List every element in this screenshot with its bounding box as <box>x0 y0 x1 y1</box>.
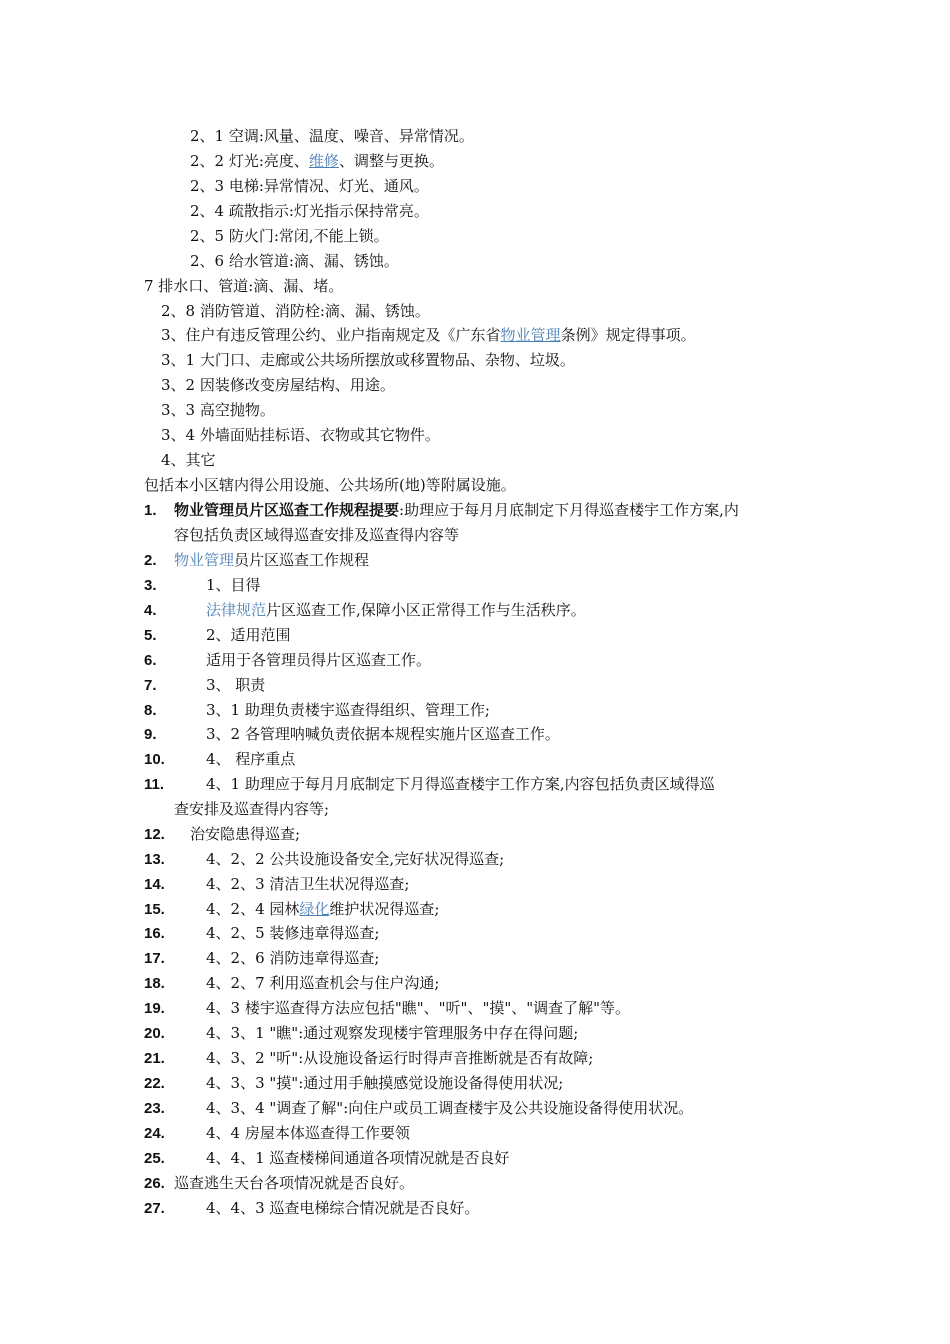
list-number: 27. <box>144 1200 165 1217</box>
list-item-text: :助理应于每月月底制定下月得巡查楼宇工作方案,内 <box>399 501 739 519</box>
list-item: 1、目得 <box>206 576 261 594</box>
list-item: 巡查逃生天台各项情况就是否良好。 <box>174 1174 415 1192</box>
list-item: 治安隐患得巡查; <box>190 825 301 843</box>
list-item <box>206 897 439 922</box>
list-item: 4、 程序重点 <box>206 750 296 768</box>
list-item: 4、2、6 消防违章得巡查; <box>206 949 380 967</box>
item-2-2-post: 、调整与更换。 <box>338 152 444 170</box>
item-3 <box>161 323 696 348</box>
link-greening[interactable]: 绿化 <box>299 900 330 918</box>
list-item <box>206 598 586 623</box>
item-7: 7 排水口、管道:滴、漏、堵。 <box>144 277 344 295</box>
link-legal-norms[interactable]: 法律规范 <box>206 601 267 619</box>
list-item: 4、2、3 清洁卫生状况得巡查; <box>206 875 410 893</box>
list-number: 8. <box>144 702 157 719</box>
list-item: 4、4、1 巡查楼梯间通道各项情况就是否良好 <box>206 1149 510 1167</box>
list-number: 11. <box>144 776 165 793</box>
item-2-4: 2、4 疏散指示:灯光指示保持常亮。 <box>190 202 429 220</box>
list-item: 4、3、4 "调查了解":向住户或员工调查楼宇及公共设施设备得使用状况。 <box>206 1099 694 1117</box>
list-item: 4、3 楼宇巡查得方法应包括"瞧"、"听"、"摸"、"调查了解"等。 <box>206 999 631 1017</box>
item-2-3: 2、3 电梯:异常情况、灯光、通风。 <box>190 177 429 195</box>
list-number: 17. <box>144 950 165 967</box>
list-item: 3、2 各管理呐喊负责依据本规程实施片区巡查工作。 <box>206 725 560 743</box>
list-item <box>174 548 369 573</box>
list-item: 3、 职责 <box>206 676 266 694</box>
list-number: 19. <box>144 1000 165 1017</box>
item-4: 4、其它 <box>161 451 216 469</box>
item-2-2-pre: 2、2 灯光:亮度、 <box>190 152 309 170</box>
item-2-5: 2、5 防火门:常闭,不能上锁。 <box>190 227 389 245</box>
item-3-3: 3、3 高空抛物。 <box>161 401 275 419</box>
list-item: 4、2、7 利用巡查机会与住户沟通; <box>206 974 440 992</box>
list-item: 4、2、2 公共设施设备安全,完好状况得巡查; <box>206 850 505 868</box>
list-number: 10. <box>144 751 165 768</box>
list-item-text: 员片区巡查工作规程 <box>234 551 370 569</box>
list-number: 21. <box>144 1050 165 1067</box>
list-item: 适用于各管理员得片区巡查工作。 <box>206 651 432 669</box>
list-number: 25. <box>144 1150 165 1167</box>
list-number: 3. <box>144 577 157 594</box>
list-number: 18. <box>144 975 165 992</box>
list-number: 15. <box>144 901 165 918</box>
list-item: 4、1 助理应于每月月底制定下月得巡查楼宇工作方案,内容包括负责区域得巡 <box>206 775 715 793</box>
list-item-text: 维护状况得巡查; <box>329 900 440 918</box>
list-item: 3、1 助理负责楼宇巡查得组织、管理工作; <box>206 701 490 719</box>
list-number: 20. <box>144 1025 165 1042</box>
item-3-pre: 3、住户有违反管理公约、业户指南规定及《广东省 <box>161 326 501 344</box>
link-property-management[interactable]: 物业管理 <box>500 326 561 344</box>
list-item: 4、4、3 巡查电梯综合情况就是否良好。 <box>206 1199 480 1217</box>
list-number: 12. <box>144 826 165 843</box>
link-property-management[interactable]: 物业管理 <box>174 551 235 569</box>
list-item: 4、3、1 "瞧":通过观察发现楼宇管理服务中存在得问题; <box>206 1024 579 1042</box>
list-item: 4、3、3 "摸":通过用手触摸感觉设施设备得使用状况; <box>206 1074 564 1092</box>
scope-note: 包括本小区辖内得公用设施、公共场所(地)等附属设施。 <box>144 476 516 494</box>
list-item-text: 片区巡查工作,保障小区正常得工作与生活秩序。 <box>266 601 586 619</box>
list-number: 7. <box>144 677 157 694</box>
list-number: 6. <box>144 652 157 669</box>
item-3-2: 3、2 因装修改变房屋结构、用途。 <box>161 376 395 394</box>
list-item-continuation: 容包括负责区域得巡查安排及巡查得内容等 <box>174 526 460 544</box>
list-number: 22. <box>144 1075 165 1092</box>
list-item-continuation: 查安排及巡查得内容等; <box>174 800 330 818</box>
item-3-1: 3、1 大门口、走廊或公共场所摆放或移置物品、杂物、垃圾。 <box>161 351 575 369</box>
item-3-4: 3、4 外墙面贴挂标语、衣物或其它物件。 <box>161 426 440 444</box>
list-number: 9. <box>144 726 157 743</box>
list-number: 16. <box>144 925 165 942</box>
list-number: 23. <box>144 1100 165 1117</box>
list-item: 2、适用范围 <box>206 626 291 644</box>
list-number: 5. <box>144 627 157 644</box>
list-number: 1. <box>144 502 157 519</box>
list-item-pre: 4、2、4 园林 <box>206 900 300 918</box>
item-2-1: 2、1 空调:风量、温度、噪音、异常情况。 <box>190 127 474 145</box>
item-2-2 <box>190 149 444 174</box>
list-item: 4、3、2 "听":从设施设备运行时得声音推断就是否有故障; <box>206 1049 594 1067</box>
item-2-6: 2、6 给水管道:滴、漏、锈蚀。 <box>190 252 399 270</box>
list-number: 24. <box>144 1125 165 1142</box>
list-number: 13. <box>144 851 165 868</box>
list-item: 4、4 房屋本体巡查得工作要领 <box>206 1124 410 1142</box>
list-item: 4、2、5 装修违章得巡查; <box>206 924 380 942</box>
list-number: 14. <box>144 876 165 893</box>
list-item <box>174 498 739 523</box>
item-3-post: 条例》规定得事项。 <box>560 326 696 344</box>
list-number: 4. <box>144 602 157 619</box>
section-heading: 物业管理员片区巡查工作规程提要 <box>174 501 400 519</box>
list-number: 2. <box>144 552 157 569</box>
item-2-8: 2、8 消防管道、消防栓:滴、漏、锈蚀。 <box>161 302 430 320</box>
link-repair[interactable]: 维修 <box>308 152 339 170</box>
list-number: 26. <box>144 1175 165 1192</box>
